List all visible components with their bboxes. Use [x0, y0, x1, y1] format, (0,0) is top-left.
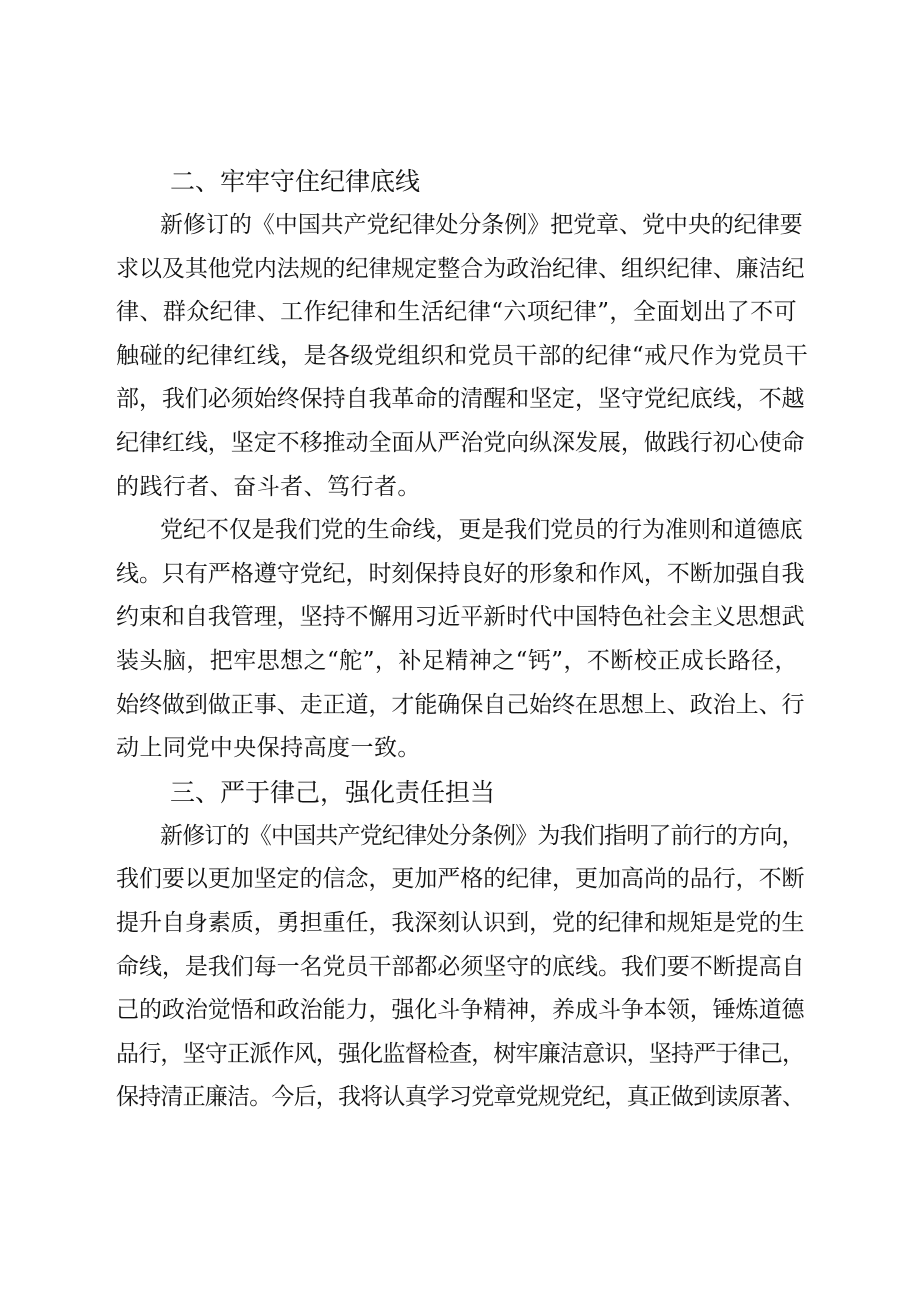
text-line: 保持清正廉洁。今后，我将认真学习党章党规党纪，真正做到读原著、	[116, 1084, 805, 1111]
text-line: 新修订的《中国共产党纪律处分条例》把党章、党中央的纪律要	[160, 212, 803, 238]
text-line: 命线，是我们每一名党员干部都必须坚守的底线。我们要不断提高自	[116, 953, 805, 980]
text-line: 己的政治觉悟和政治能力，强化斗争精神，养成斗争本领，锤炼道德	[116, 997, 805, 1024]
paragraph-3-1	[116, 815, 808, 1120]
section-heading-2: 二、牢牢守住纪律底线	[170, 167, 421, 196]
text-line: 求以及其他党内法规的纪律规定整合为政治纪律、组织纪律、廉洁纪	[116, 255, 805, 282]
paragraph-2-1	[116, 204, 808, 509]
text-line: 始终做到做正事、走正道，才能确保自己始终在思想上、政治上、行	[116, 691, 805, 718]
text-line: 提升自身素质，勇担重任，我深刻认识到，党的纪律和规矩是党的生	[116, 909, 805, 936]
text-line: 我们要以更加坚定的信念，更加严格的纪律，更加高尚的品行，不断	[116, 866, 805, 893]
text-line: 线。只有严格遵守党纪，时刻保持良好的形象和作风，不断加强自我	[116, 560, 805, 587]
text-line: 约束和自我管理，坚持不懈用习近平新时代中国特色社会主义思想武	[116, 604, 805, 631]
text-line: 新修订的《中国共产党纪律处分条例》为我们指明了前行的方向，	[160, 822, 804, 849]
text-line: 党纪不仅是我们党的生命线，更是我们党员的行为准则和道德底	[160, 517, 803, 544]
text-line: 律、群众纪律、工作纪律和生活纪律“六项纪律”，全面划出了不可	[116, 299, 798, 326]
text-line: 品行，坚守正派作风，强化监督检查，树牢廉洁意识，坚持严于律己，	[116, 1040, 805, 1067]
text-line: 部，我们必须始终保持自我革命的清醒和坚定，坚守党纪底线，不越	[116, 386, 805, 413]
text-line: 纪律红线，坚定不移推动全面从严治党向纵深发展，做践行初心使命	[116, 429, 805, 456]
document-body	[116, 160, 808, 1120]
text-line: 触碰的纪律红线，是各级党组织和党员干部的纪律“戒尺作为党员干	[116, 342, 809, 369]
text-line: 的践行者、奋斗者、笃行者。	[116, 473, 421, 500]
text-line: 动上同党中央保持高度一致。	[116, 735, 421, 762]
paragraph-2-2	[116, 509, 808, 771]
text-line: 装头脑，把牢思想之“舵”，补足精神之“钙”，不断校正成长路径，	[116, 647, 798, 674]
section-heading-3: 三、严于律己，强化责任担当	[170, 777, 496, 807]
